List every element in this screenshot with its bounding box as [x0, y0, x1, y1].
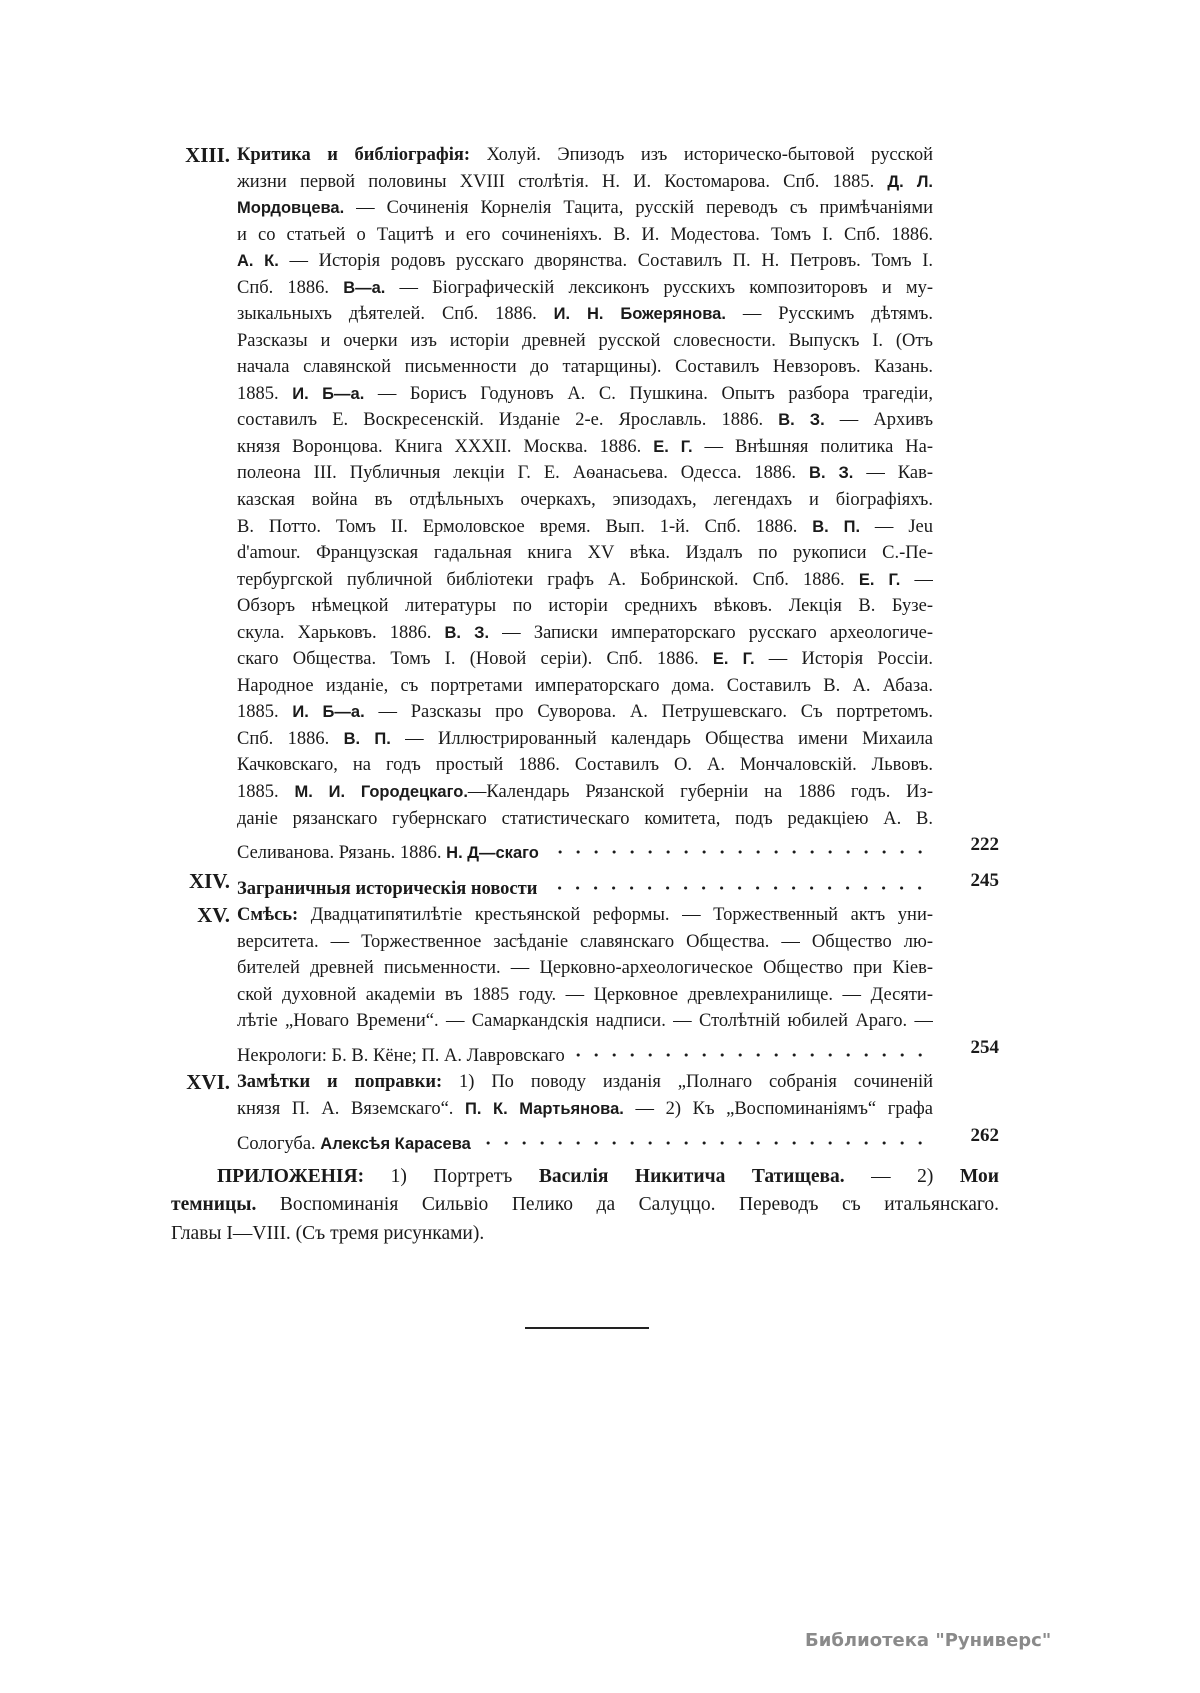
author-name: В. З.	[444, 623, 490, 642]
author-name: И. Н. Божерянова.	[553, 305, 726, 324]
section-number: XV.	[197, 903, 230, 927]
entry-text	[237, 304, 933, 324]
toc-line	[237, 195, 933, 221]
toc-line	[237, 381, 933, 407]
toc-line	[237, 487, 933, 513]
author-name: В. З.	[809, 464, 854, 483]
text-run: 1) Портретъ	[364, 1166, 539, 1187]
toc-line	[237, 929, 933, 955]
entry-text	[171, 1194, 999, 1215]
text-run: — Исторія родовъ русскаго дворянства. Составилъ П. Н. Петровъ. Томъ I.	[278, 251, 933, 272]
text-run: — Иллюстрированный календарь Общества имени Михаила	[390, 728, 933, 749]
entry-text	[237, 1072, 933, 1092]
entry-text	[237, 840, 539, 866]
text-run: составилъ Е. Воскресенскій. Изданіе 2-е. Ярославль. 1886.	[237, 410, 779, 431]
text-run: скула. Харьковъ. 1886.	[237, 622, 445, 643]
emphasis-text: Мои	[959, 1166, 999, 1187]
entry-text	[237, 278, 933, 298]
author-name: М. И. Городецкаго.	[294, 782, 468, 801]
text-run: —Календарь Рязанской губерніи на 1886 годъ. Из-	[467, 781, 933, 802]
entry-text	[237, 1099, 933, 1119]
entry-text	[237, 1131, 471, 1157]
appendix-line	[171, 1220, 999, 1248]
toc-line	[237, 514, 933, 540]
separator-rule	[525, 1327, 649, 1329]
entry-text	[237, 357, 933, 377]
author-name: Н. Д—скаго	[446, 844, 539, 863]
text-run: — Архивъ	[824, 410, 933, 431]
text-run: Спб. 1886.	[237, 277, 344, 298]
entry-text	[237, 490, 933, 510]
text-run: — Jeu	[860, 516, 933, 537]
text-run: и со статьей о Тацитѣ и его сочиненіяхъ. В. И. Модестова. Томъ I. Спб. 1886.	[237, 224, 933, 245]
emphasis-text: Василія Никитича Татищева.	[538, 1166, 845, 1187]
text-run: Сологуба.	[237, 1134, 321, 1154]
text-run: — Борисъ Годуновъ А. С. Пушкина. Опытъ разбора трагедіи,	[364, 383, 933, 404]
section-heading: Замѣтки и поправки:	[237, 1072, 443, 1092]
entry-text	[237, 198, 933, 218]
text-run: верситета. — Торжественное засѣданіе славянскаго Общества. — Общество лю-	[237, 931, 933, 952]
text-run: Холуй. Эпизодъ изъ историческо-бытовой русской	[470, 145, 933, 165]
toc-line	[237, 902, 933, 928]
toc-line	[237, 752, 933, 778]
author-name: В. П.	[343, 729, 391, 748]
text-run: — Исторія Россіи.	[754, 649, 933, 670]
toc-line	[237, 275, 933, 301]
author-name: П. К. Мартьянова.	[465, 1100, 624, 1118]
entry-text	[217, 1166, 999, 1187]
section-heading: Критика и библіографія:	[237, 145, 471, 165]
entry-text	[237, 782, 933, 802]
entry-text	[237, 596, 933, 616]
entry-text	[237, 932, 933, 952]
entry-text	[237, 543, 933, 563]
appendix-line	[217, 1163, 999, 1191]
toc-line	[237, 354, 933, 380]
entry-text	[237, 649, 933, 669]
toc-line	[237, 868, 933, 899]
text-run: князя П. А. Вяземскаго“.	[237, 1099, 466, 1119]
toc-line	[237, 434, 933, 460]
author-name: И. Б—а.	[292, 703, 365, 722]
text-run: зыкальныхъ дѣятелей. Спб. 1886.	[237, 304, 554, 325]
text-run: d'amour. Французская гадальная книга XV вѣка. Издалъ по рукописи С.-Пе-	[237, 543, 933, 564]
text-run: скаго Общества. Томъ I. (Новой серіи). Спб. 1886.	[237, 649, 713, 670]
text-run: лѣтіе „Новаго Времени“. — Самаркандскія надписи. — Столѣтній юбилей Араго. —	[237, 1011, 933, 1032]
text-run: — 2)	[844, 1166, 960, 1187]
entry-text	[237, 331, 933, 351]
author-name: В—а.	[343, 278, 386, 297]
entry-text	[237, 437, 933, 457]
text-run: бителей древней письменности. — Церковно-археологическое Общество при Кіев-	[237, 958, 933, 979]
entry-text	[237, 985, 933, 1005]
text-run: Воспоминанія Сильвіо Пелико да Салуццо. Переводъ съ итальянскаго.	[256, 1194, 999, 1215]
toc-line	[237, 1069, 933, 1095]
toc-line	[237, 955, 933, 981]
text-run: 1885.	[237, 383, 293, 404]
entry-text	[171, 1223, 484, 1244]
text-run: —	[900, 569, 933, 590]
page-number: 222	[970, 834, 999, 856]
entry-text	[237, 1011, 933, 1031]
page-number: 262	[970, 1125, 999, 1146]
text-run: Качковскаго, на годъ простый 1886. Составилъ О. А. Мончаловскій. Львовъ.	[237, 755, 933, 776]
entry-text	[237, 570, 933, 590]
toc-line	[237, 1096, 933, 1122]
entry-text	[237, 145, 933, 165]
text-run: Разсказы и очерки изъ исторіи древней русской словесности. Выпускъ I. (Отъ	[237, 330, 933, 351]
text-run: — Кав-	[853, 463, 933, 484]
toc-line	[237, 593, 933, 619]
text-run: Селиванова. Рязань. 1886.	[237, 843, 447, 864]
text-run: Спб. 1886.	[237, 728, 344, 749]
dot-leader	[549, 832, 929, 858]
text-run: даніе рязанскаго губернскаго статистическаго комитета, подъ редакціею А. В.	[237, 808, 933, 829]
text-run: — 2) Къ „Воспоминаніямъ“ графа	[623, 1099, 933, 1119]
entry-text	[237, 384, 933, 404]
toc-line	[237, 169, 933, 195]
entry-text	[237, 463, 933, 483]
toc-line	[237, 699, 933, 725]
text-run: В. Потто. Томъ II. Ермоловское время. Вып. 1-й. Спб. 1886.	[237, 516, 813, 537]
entry-text	[237, 958, 933, 978]
text-run: князя Воронцова. Книга XXXII. Москва. 1886.	[237, 436, 654, 457]
entry-text	[237, 623, 933, 643]
entry-text	[237, 676, 933, 696]
toc-line	[237, 142, 933, 168]
entry-text	[237, 729, 933, 749]
text-run: тербургской публичной библіотеки графъ А. Бобринской. Спб. 1886.	[237, 569, 859, 590]
text-run: Некрологи: Б. В. Кёне; П. А. Лавровскаго	[237, 1046, 565, 1066]
entry-text	[237, 410, 933, 430]
toc-line	[237, 248, 933, 274]
entry-text	[237, 702, 933, 722]
entry-text	[237, 517, 933, 537]
entry-text	[237, 172, 933, 192]
toc-line	[237, 982, 933, 1008]
emphasis-text: темницы.	[171, 1194, 257, 1215]
author-name: В. П.	[812, 517, 861, 536]
toc-line	[237, 779, 933, 805]
toc-line	[237, 460, 933, 486]
section-heading: Смѣсь:	[237, 905, 299, 925]
dot-leader	[481, 1123, 929, 1149]
text-run: — Русскимъ дѣтямъ.	[725, 304, 933, 325]
text-run: Народное изданіе, съ портретами императорскаго дома. Составилъ В. А. Абаза.	[237, 675, 933, 696]
entry-text	[237, 755, 933, 775]
dot-leader	[547, 868, 929, 894]
text-run: — Внѣшняя политика На-	[692, 436, 933, 457]
library-watermark: Библиотека "Руниверс"	[805, 1630, 1052, 1651]
text-run: казская война въ отдѣльныхъ очеркахъ, эпизодахъ, легендахъ и біографіяхъ.	[237, 490, 933, 511]
toc-line	[237, 806, 933, 832]
section-number: XIV.	[188, 869, 230, 893]
section-heading: Заграничныя историческія новости	[237, 879, 538, 899]
author-name: Е. Г.	[653, 437, 693, 456]
text-run: 1885.	[237, 781, 295, 802]
entry-text	[237, 809, 933, 829]
entry-text	[237, 251, 933, 271]
toc-line	[237, 1008, 933, 1034]
toc-line	[237, 673, 933, 699]
author-name: Мордовцева.	[237, 199, 345, 218]
text-run: начала славянской письменности до татарщины). Составилъ Невзоровъ. Казань.	[237, 357, 933, 378]
author-name: Е. Г.	[712, 650, 755, 669]
entry-text	[237, 876, 537, 902]
author-name: И. Б—а.	[292, 384, 365, 403]
toc-line	[237, 1123, 933, 1154]
toc-line	[237, 540, 933, 566]
text-run: 1) По поводу изданія „Полнаго собранія сочиненій	[442, 1072, 933, 1092]
toc-line	[237, 407, 933, 433]
author-name: Е. Г.	[858, 570, 901, 589]
toc-line	[237, 567, 933, 593]
entry-text	[237, 1043, 565, 1069]
text-run: Главы I—VIII. (Съ тремя рисунками).	[171, 1223, 485, 1244]
text-run: — Сочиненія Корнелія Тацита, русскій переводъ съ примѣчаніями	[344, 198, 933, 219]
text-run: полеона III. Публичныя лекціи Г. Е. Аѳанасьева. Одесса. 1886.	[237, 463, 810, 484]
author-name: Алексѣя Карасева	[320, 1135, 471, 1153]
text-run: — Разсказы про Суворова. А. Петрушевскаго. Съ портретомъ.	[364, 702, 933, 723]
toc-line	[237, 832, 933, 864]
text-run: Обзоръ нѣмецкой литературы по исторіи среднихъ вѣковъ. Лекція В. Бузе-	[237, 596, 933, 617]
section-number: XIII.	[185, 143, 230, 167]
author-name: А. К.	[237, 252, 279, 271]
toc-line	[237, 222, 933, 248]
dot-leader	[575, 1035, 929, 1061]
toc-line	[237, 726, 933, 752]
text-run: ской духовной академіи въ 1885 году. — Церковное древлехранилище. — Десяти-	[237, 984, 933, 1005]
toc-line	[237, 328, 933, 354]
text-run: — Записки императорскаго русскаго археологиче-	[489, 622, 933, 643]
text-run: 1885.	[237, 702, 293, 723]
entry-text	[237, 905, 933, 925]
author-name: В. З.	[778, 411, 825, 430]
text-run: — Біографическій лексиконъ русскихъ композиторовъ и му-	[385, 277, 933, 298]
toc-line	[237, 301, 933, 327]
page-number: 254	[970, 1037, 999, 1058]
text-run: Двадцатипятилѣтіе крестьянской реформы. — Торжественный актъ уни-	[298, 905, 933, 925]
toc-line	[237, 646, 933, 672]
appendix-line	[171, 1191, 999, 1219]
text-run: жизни первой половины XVIII столѣтія. Н. И. Костомарова. Спб. 1885.	[237, 171, 888, 192]
toc-line	[237, 620, 933, 646]
page-number: 245	[970, 870, 999, 891]
toc-line	[237, 1035, 933, 1066]
entry-text	[237, 225, 933, 245]
author-name: Д. Л.	[887, 172, 933, 191]
section-heading: ПРИЛОЖЕНІЯ:	[217, 1166, 365, 1187]
section-number: XVI.	[186, 1070, 230, 1094]
